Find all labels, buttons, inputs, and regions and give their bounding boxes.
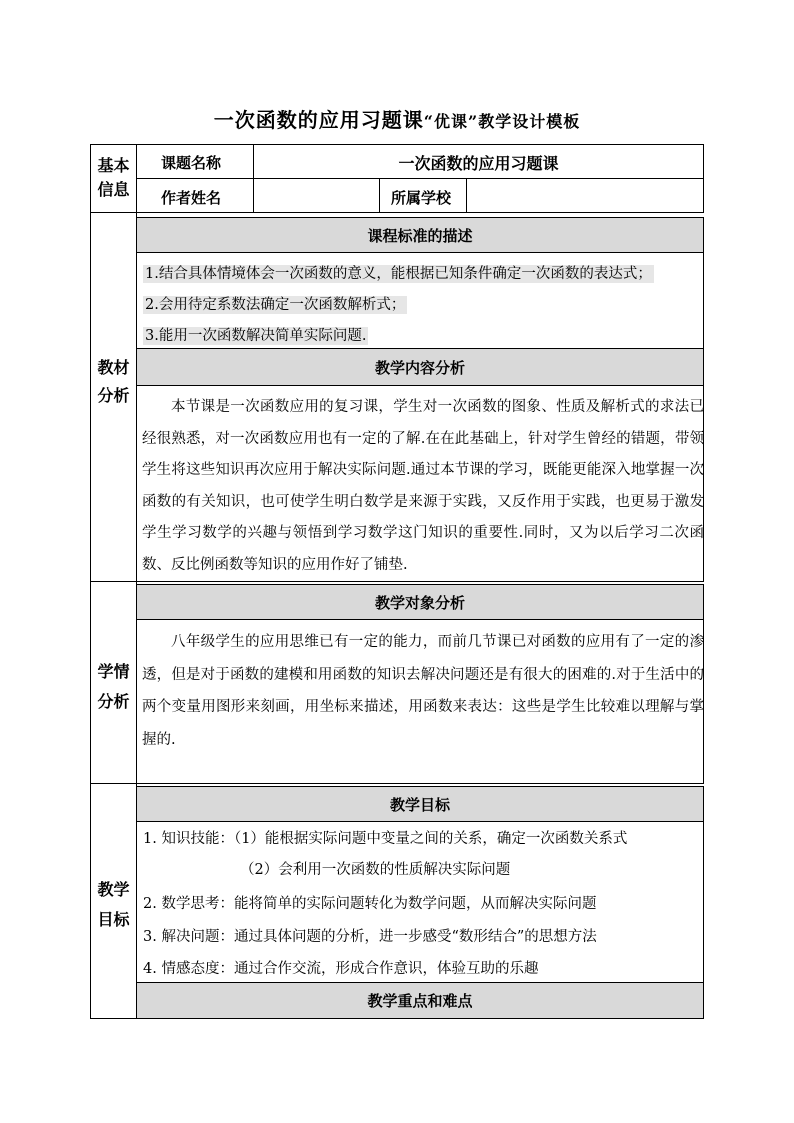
learners-section-label: 学情分析 xyxy=(97,662,130,711)
objective-item: 3. 解决问题：通过具体问题的分析，进一步感受“数形结合”的思想方法 xyxy=(143,929,597,945)
standard-item: 1.结合具体情境体会一次函数的意义，能根据已知条件确定一次函数的表达式； xyxy=(145,266,652,282)
page-title xyxy=(0,104,794,133)
materials-section-label: 教材分析 xyxy=(97,358,130,405)
course-name-value: 一次函数的应用习题课 xyxy=(398,154,559,173)
basic-info-section-label: 基本信息 xyxy=(97,156,130,199)
objective-item: 2. 数学思考：能将简单的实际问题转化为数学问题，从而解决实际问题 xyxy=(143,896,597,912)
keypoints-header: 教学重点和难点 xyxy=(136,982,704,1019)
learners-paragraph: 八年级学生的应用思维已有一定的能力，而前几节课已对函数的应用有了一定的渗透，但是对于函数的建模和用函数的知识去解决问题还是有很大的困难的.对于生活中的两个变量用图形来刻画，用坐标来描述，用函数来表达：这些是学生比较难以理解与掌握的. xyxy=(142,634,704,748)
title-sub: “优课”教学设计模板 xyxy=(423,112,581,131)
author-label: 作者姓名 xyxy=(161,189,222,207)
standard-item: 2.会用待定系数法确定一次函数解析式； xyxy=(145,297,406,313)
objectives-section-label: 教学目标 xyxy=(97,880,130,929)
title-main: 一次函数的应用习题课 xyxy=(213,108,424,132)
objective-item: 1. 知识技能：（1）能根据实际问题中变量之间的关系，确定一次函数关系式 xyxy=(143,831,628,847)
school-label: 所属学校 xyxy=(391,189,452,207)
content-header: 教学内容分析 xyxy=(136,348,704,386)
author-value-cell xyxy=(253,178,380,213)
content-paragraph: 本节课是一次函数应用的复习课，学生对一次函数的图象、性质及解析式的求法已经很熟悉，对一次函数应用也有一定的了解.在在此基础上，针对学生曾经的错题，带领学生将这些知识再次应用于解决实际问题.通过本节课的学习，既能更能深入地掌握一次函数的有关知识，也可使学生明白数学是来源于实践，又反作用于实践，也更易于激发学生学习数学的兴趣与领悟到学习数学这门知识的重要性.同时，又为以后学习二次函数、反比例函数等知识的应用作好了铺垫. xyxy=(142,399,704,573)
objective-item: （2）会利用一次函数的性质解决实际问题 xyxy=(240,862,511,878)
school-value-cell xyxy=(466,178,704,213)
standard-header: 课程标准的描述 xyxy=(136,217,704,253)
objective-item: 4. 情感态度：通过合作交流，形成合作意识，体验互助的乐趣 xyxy=(143,961,539,977)
objectives-header: 教学目标 xyxy=(136,786,704,822)
standard-item: 3.能用一次函数解决简单实际问题. xyxy=(145,328,367,344)
course-name-label: 课题名称 xyxy=(161,154,222,172)
learners-header: 教学对象分析 xyxy=(136,584,704,620)
